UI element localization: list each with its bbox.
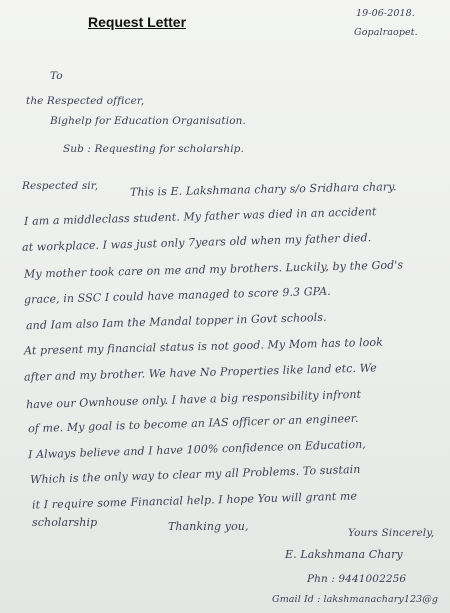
- letter-place: Gopalraopet.: [354, 27, 418, 38]
- body-line: This is E. Lakshmana chary s/o Sridhara chary.: [129, 180, 397, 199]
- body-line: I am a middleclass student. My father was died in an accident: [23, 205, 377, 228]
- letter-date: 19-06-2018.: [356, 8, 415, 19]
- body-line: scholarship: [32, 516, 98, 529]
- body-line: My mother took care on me and my brothers. Luckily, by the God's: [23, 258, 404, 281]
- recipient-line-2: Bighelp for Education Organisation.: [50, 115, 246, 127]
- subject-line: Sub : Requesting for scholarship.: [63, 143, 244, 155]
- letter-title: Request Letter: [88, 14, 187, 30]
- body-line: At present my financial status is not good. My Mom has to look: [23, 335, 384, 358]
- body-line: have our Ownhouse only. I have a big responsibility infront: [25, 387, 362, 412]
- body-line: it I require some Financial help. I hope You will grant me: [31, 489, 358, 512]
- body-line: grace, in SSC I could have managed to score 9.3 GPA.: [23, 284, 331, 307]
- email-line: Gmail Id : lakshmanachary123@g: [272, 594, 439, 605]
- closing-line: Thanking you,: [168, 520, 249, 533]
- recipient-line-1: the Respected officer,: [26, 95, 145, 107]
- body-line: Which is the only way to clear my all Problems. To sustain: [29, 462, 361, 487]
- body-line: I Always believe and I have 100% confidence on Education,: [27, 437, 367, 462]
- body-line: of me. My goal is to become an IAS officer or an engineer.: [27, 411, 359, 436]
- to-label: To: [50, 70, 63, 82]
- phone-line: Phn : 9441002256: [307, 573, 407, 585]
- signature-name: E. Lakshmana Chary: [285, 548, 403, 561]
- body-line: and Iam also Iam the Mandal topper in Govt schools.: [25, 310, 327, 333]
- salutation: Respected sir,: [22, 180, 99, 192]
- body-line: after and my brother. We have No Properties like land etc. We: [23, 361, 377, 384]
- body-line: at workplace. I was just only 7years old when my father died.: [21, 231, 372, 254]
- yours-sincerely: Yours Sincerely,: [348, 527, 435, 539]
